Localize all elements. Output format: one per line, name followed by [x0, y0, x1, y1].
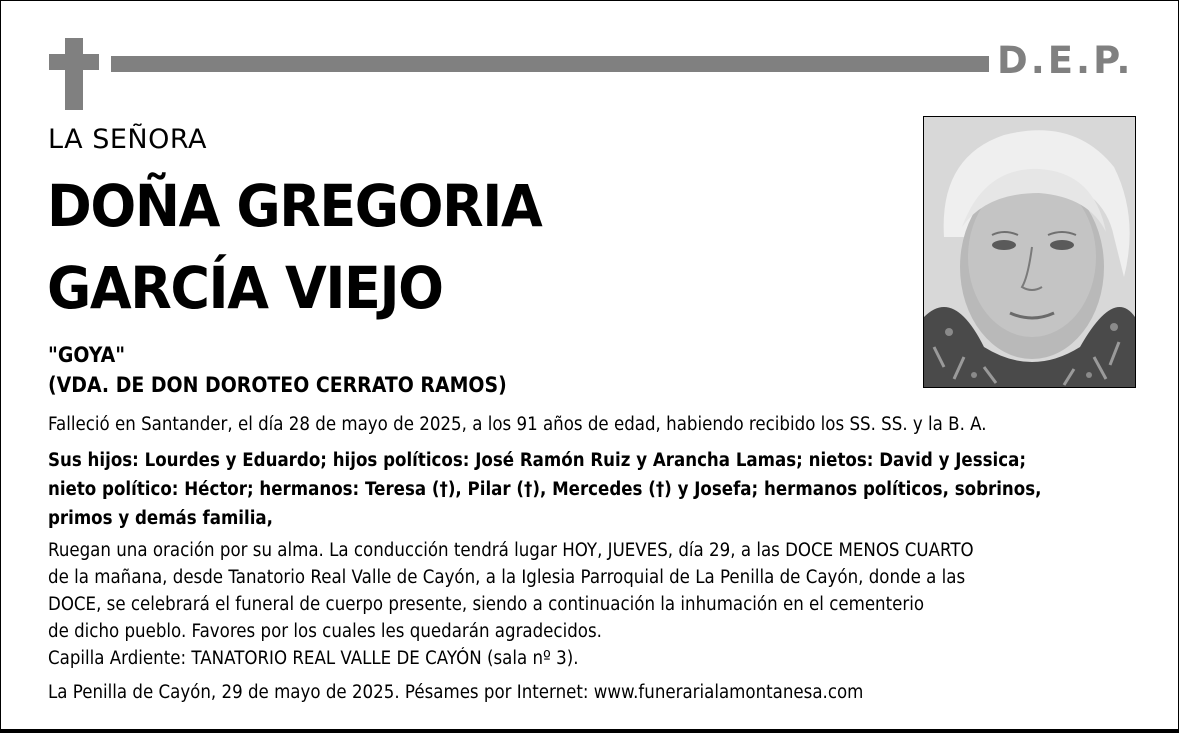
dep-label: D.E.P. — [997, 39, 1134, 82]
widow-of: (VDA. DE DON DOROTEO CERRATO RAMOS) — [48, 373, 507, 397]
death-notice: Falleció en Santander, el día 28 de mayo de 2025, a los 91 años de edad, habiendo recibido los SS. SS. y la B. A. — [48, 414, 987, 435]
cross-icon — [49, 38, 99, 110]
nickname: "GOYA" — [48, 343, 126, 367]
portrait-photo — [923, 116, 1136, 388]
family-line-3: primos y demás familia, — [48, 508, 273, 529]
family-line-1: Sus hijos: Lourdes y Eduardo; hijos políticos: José Ramón Ruiz y Arancha Lamas; nietos: David y Jessica; — [48, 450, 1027, 471]
service-line-3: DOCE, se celebrará el funeral de cuerpo presente, siendo a continuación la inhumación en el cementerio — [48, 594, 925, 615]
honorific-prefix: LA SEÑORA — [48, 124, 207, 155]
family-line-2: nieto político: Héctor; hermanos: Teresa (†), Pilar (†), Mercedes (†) y Josefa; hermanos políticos, sobrinos, — [48, 479, 1042, 500]
deceased-name-line2: GARCÍA VIEJO — [47, 254, 443, 322]
service-line-1: Ruegan una oración por su alma. La conducción tendrá lugar HOY, JUEVES, día 29, a las DOCE MENOS CUARTO — [48, 540, 974, 561]
service-line-2: de la mañana, desde Tanatorio Real Valle de Cayón, a la Iglesia Parroquial de La Penilla de Cayón, donde a las — [48, 567, 966, 588]
service-line-5: Capilla Ardiente: TANATORIO REAL VALLE DE CAYÓN (sala nº 3). — [48, 648, 579, 669]
footer-condolences: La Penilla de Cayón, 29 de mayo de 2025. Pésames por Internet: www.funerarialamontanesa.com — [48, 682, 864, 703]
header-rule — [111, 56, 989, 72]
service-line-4: de dicho pueblo. Favores por los cuales les quedarán agradecidos. — [48, 621, 602, 642]
deceased-name-line1: DOÑA GREGORIA — [47, 172, 542, 240]
